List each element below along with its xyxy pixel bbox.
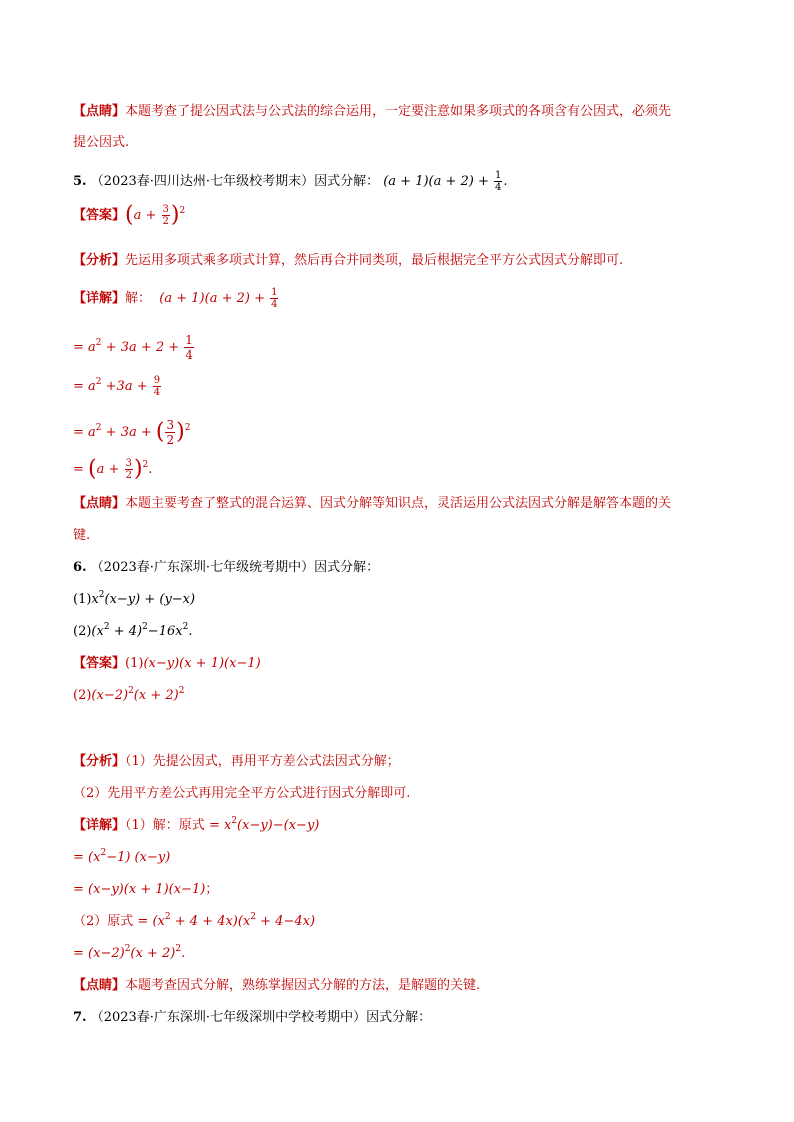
q6-part2: $(2)(x^2 + 4)^2-16x^2$.	[73, 622, 193, 639]
q7-number: 7.	[73, 1010, 87, 1025]
q5-title	[73, 170, 733, 193]
detail-tag: 【详解】	[73, 291, 126, 306]
q6-number: 6.	[73, 560, 87, 575]
q6-analysis-line1: 【分析】（1）先提公因式，再用平方差公式法因式分解；	[73, 754, 400, 769]
q5-step2: = $a^2 +3a$ + $\frac{9}{4}$	[73, 375, 161, 398]
prev-comment-text: 本题考查了提公因式法与公式法的综合运用，一定要注意如果多项式的各项含有公因式，必须先	[125, 104, 672, 119]
q5-source: （2023春·四川达州·七年级校考期末）因式分解：	[90, 174, 380, 189]
q5-answer	[73, 204, 733, 227]
answer-tag: 【答案】	[73, 208, 126, 223]
q6-detail2	[73, 912, 733, 932]
q5-step4: = (a + $\frac{3}{2}$ )$^2$.	[73, 456, 153, 482]
q6-part1: $(1)x^2(x-y) + (y-x)$	[73, 590, 196, 607]
q5-number: 5.	[73, 174, 87, 189]
q6-answer1-expr: (1)(x−y)(x + 1)(x−1)	[125, 656, 261, 671]
q6-detail-part2: （2）原式	[73, 914, 134, 929]
q6-detail-part1: （1）解：原式	[125, 818, 205, 833]
q6-comment: 【点睛】本题考查因式分解，熟练掌握因式分解的方法，是解题的关键.	[73, 978, 481, 993]
q7-source: （2023春·广东深圳·七年级深圳中学校考期中）因式分解：	[90, 1010, 432, 1025]
prev-comment-line1	[73, 102, 733, 122]
q5-step1: = $a^2 + 3a + 2$ + $\frac{1}{4}$	[73, 333, 193, 362]
q6-detail-expr: = $x^2(x-y)-(x-y)$	[208, 816, 320, 833]
q6-title	[73, 558, 733, 578]
q6-answer-1: 【答案】(1)(x−y)(x + 1)(x−1)	[73, 656, 261, 671]
q5-answer-expr: (a + $\frac{3}{2}$ )$^2$	[125, 202, 186, 228]
q5-analysis-text: 先运用多项式乘多项式计算，然后再合并同类项，最后根据完全平方公式因式分解即可.	[125, 253, 624, 268]
q5-detail	[73, 287, 733, 310]
q6-analysis-text1: （1）先提公因式，再用平方差公式法因式分解；	[125, 754, 400, 769]
q7-title	[73, 1008, 733, 1028]
q5-analysis	[73, 251, 733, 271]
q6-comment-text: 本题考查因式分解，熟练掌握因式分解的方法，是解题的关键.	[125, 978, 481, 993]
q6-answer-2: $(2)(x-2)^2(x + 2)^2$	[73, 686, 185, 703]
q5-detail-expr: (a + 1)(a + 2) + $\frac{1}{4}$	[155, 287, 278, 310]
q6-analysis-line2: （2）先用平方差公式再用完全平方公式进行因式分解即可.	[73, 786, 411, 801]
q5-comment-line2: 键.	[73, 528, 91, 543]
analysis-tag: 【分析】	[73, 253, 126, 268]
q5-detail-lead: 解：	[125, 291, 152, 306]
q6-step2: = (x−y)(x + 1)(x−1)；	[73, 882, 219, 897]
q5-expression: (a + 1)(a + 2) + $\frac{1}{4}$ .	[383, 170, 508, 193]
q6-step1: = $(x^2-1)$ (x−y)	[73, 848, 171, 865]
q6-step3: = $(x-2)^2(x + 2)^2$.	[73, 944, 186, 961]
dianjing-tag: 【点睛】	[73, 104, 126, 119]
prev-comment-line2: 提公因式.	[73, 135, 130, 150]
q6-detail: 【详解】（1）解：原式 = $x^2(x-y)-(x-y)$	[73, 816, 320, 833]
q5-step3: = $a^2 + 3a$ + ( $\frac{3}{2}$ )$^2$	[73, 418, 191, 447]
q6-detail2-expr: = $(x^2 + 4 + 4x)(x^2 + 4-4x)$	[137, 912, 316, 929]
q5-comment-line1: 【点睛】本题主要考查了整式的混合运算、因式分解等知识点，灵活运用公式法因式分解是解答本题的关	[73, 496, 672, 511]
q5-comment-text: 本题主要考查了整式的混合运算、因式分解等知识点，灵活运用公式法因式分解是解答本题的关	[125, 496, 672, 511]
q6-source: （2023春·广东深圳·七年级统考期中）因式分解：	[90, 560, 380, 575]
